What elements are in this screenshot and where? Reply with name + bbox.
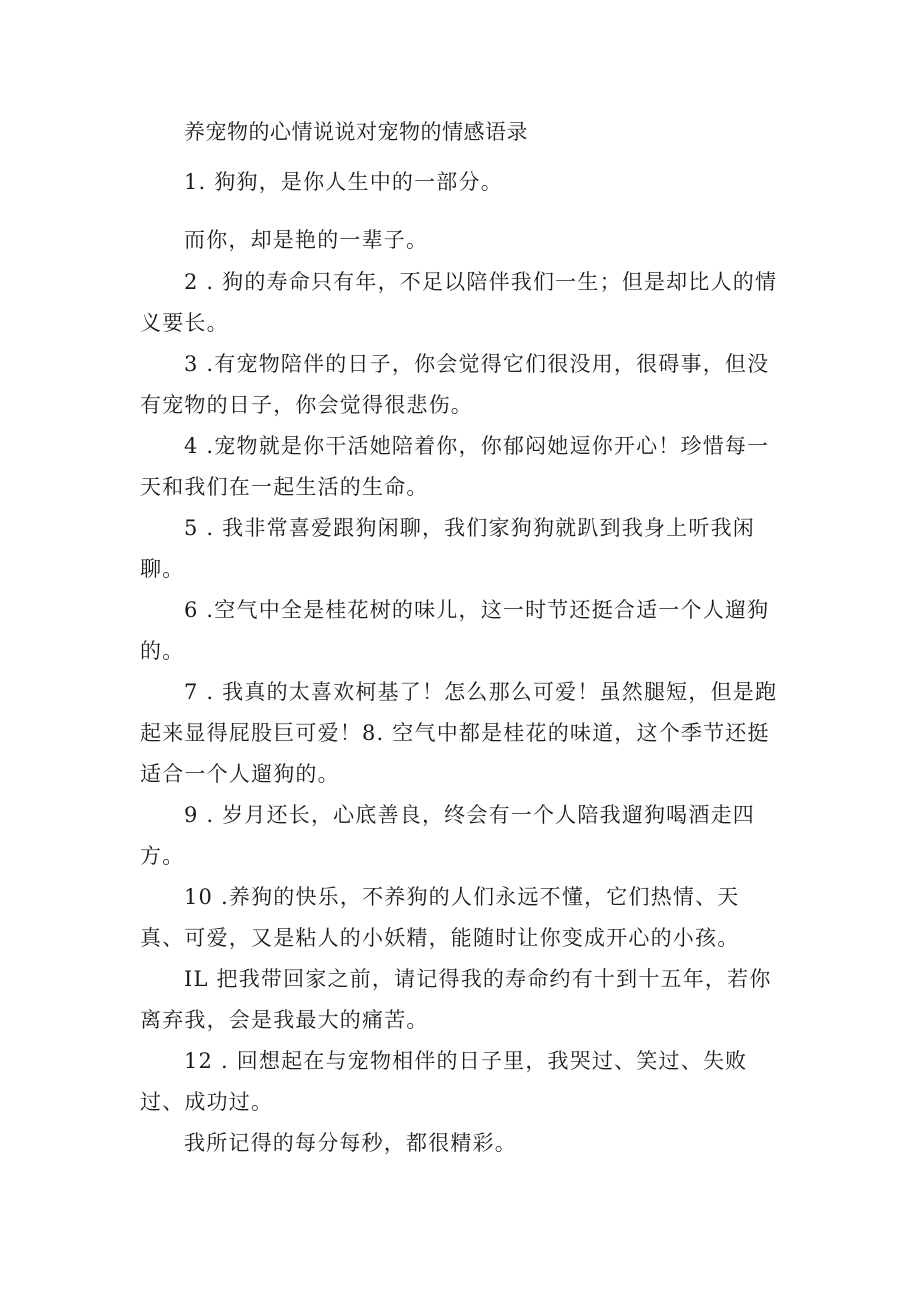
paragraph-2: 而你，却是艳的一辈子。 (184, 228, 429, 252)
paragraph-1: 1. 狗狗，是你人生中的一部分。 (184, 170, 503, 194)
paragraph-8: 7 . 我真的太喜欢柯基了！怎么那么可爱！虽然腿短，但是跑起来显得屁股巨可爱！8. 空气中都是桂花的味道，这个季节还挺适合一个人遛狗的。 (140, 680, 778, 786)
page-title: 养宠物的心情说说对宠物的情感语录 (184, 120, 528, 144)
paragraph-9: 9 . 岁月还长，心底善良，终会有一个人陪我遛狗喝酒走四方。 (140, 803, 755, 868)
paragraph-11: IL 把我带回家之前，请记得我的寿命约有十到十五年，若你离弃我，会是我最大的痛苦。 (140, 967, 772, 1032)
paragraph-6: 5 . 我非常喜爱跟狗闲聊，我们家狗狗就趴到我身上听我闲聊。 (140, 516, 755, 581)
paragraph-5: 4 .宠物就是你干活她陪着你，你郁闷她逗你开心！珍惜每一天和我们在一起生活的生命。 (140, 434, 770, 499)
paragraph-7: 6 .空气中全是桂花树的味儿，这一时节还挺合适一个人遛狗的。 (140, 598, 770, 663)
paragraph-10: 10 .养狗的快乐，不养狗的人们永远不懂，它们热情、天真、可爱，又是粘人的小妖精，能随时让你变成开心的小孩。 (140, 885, 740, 950)
paragraph-4: 3 .有宠物陪伴的日子，你会觉得它们很没用，很碍事，但没有宠物的日子，你会觉得很悲伤。 (140, 352, 770, 417)
paragraph-12: 12 . 回想起在与宠物相伴的日子里，我哭过、笑过、失败过、成功过。 (140, 1049, 748, 1114)
paragraph-13: 我所记得的每分每秒，都很精彩。 (184, 1131, 517, 1155)
paragraph-3: 2 . 狗的寿命只有年，不足以陪伴我们一生；但是却比人的情义要长。 (140, 270, 778, 335)
